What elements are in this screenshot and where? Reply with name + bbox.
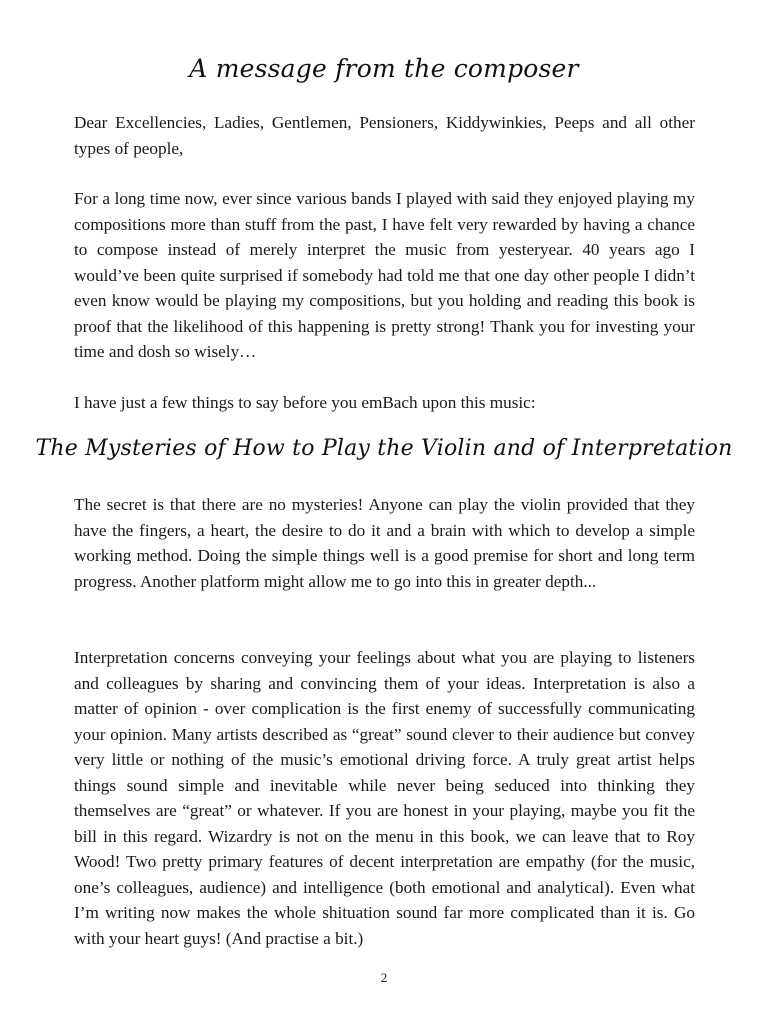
page-title: A message from the composer <box>189 54 579 83</box>
section-heading: The Mysteries of How to Play the Violin and of Interpretation <box>35 436 733 461</box>
greeting-paragraph: Dear Excellencies, Ladies, Gentlemen, Pensioners, Kiddywinkies, Peeps and all other types of people, <box>74 113 695 158</box>
page-number: 2 <box>380 970 388 985</box>
secret-paragraph: The secret is that there are no mysteries! Anyone can play the violin provided that they have the fingers, a heart, the desire to do it and a brain with which to develop a simple working method. Doing the simple things well is a good premise for short and long term progress. Another platform might allow me to go into this in greater depth... <box>74 495 695 591</box>
interpretation-paragraph: Interpretation concerns conveying your feelings about what you are playing to listeners and colleagues by sharing and convincing them of your ideas. Interpretation is also a matter of opinion - over complication is the first enemy of successfully communicating your opinion. Many artists described as “great” sound clever to their audience but convey very little or nothing of the music’s emotional driving force. A truly great artist helps things sound simple and inevitable while never being seduced into thinking they themselves are “great” or whatever. If you are honest in your playing, maybe you fit the bill in this regard. Wizardry is not on the menu in this book, we can leave that to Roy Wood! Two pretty primary features of decent interpretation are empathy (for the music, one’s colleagues, audience) and intelligence (both emotional and analytical). Even what I’m writing now makes the whole shituation sound far more complicated than it is. Go with your heart guys! (And practise a bit.) <box>74 648 695 948</box>
intro-paragraph: For a long time now, ever since various bands I played with said they enjoyed playing my compositions more than stuff from the past, I have felt very rewarded by having a chance to compose instead of merely interpret the music from yesteryear. 40 years ago I would’ve been quite surprised if somebody had told me that one day other people I didn’t even know would be playing my compositions, but you holding and reading this book is proof that the likelihood of this happening is pretty strong! Thank you for investing your time and dosh so wisely… <box>74 189 695 361</box>
few-things-paragraph: I have just a few things to say before you emBach upon this music: <box>74 393 536 412</box>
